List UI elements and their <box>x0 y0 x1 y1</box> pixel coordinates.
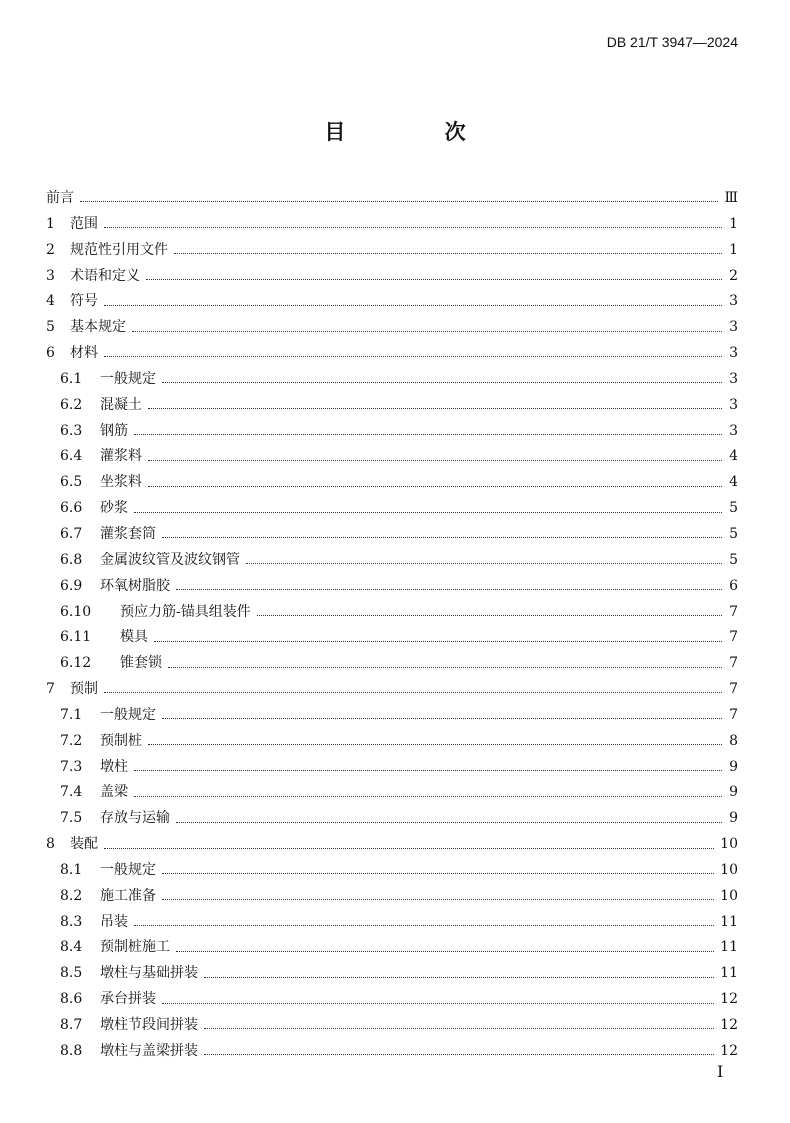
toc-entry-label: 承台拼装 <box>100 991 156 1008</box>
toc-entry-page: 7 <box>729 603 738 620</box>
toc-entry-label: 存放与运输 <box>100 810 170 827</box>
toc-entry-label: 一般规定 <box>100 370 156 387</box>
toc-entry-number: 8.8 <box>60 1042 83 1059</box>
toc-entry-number: 3 <box>46 267 55 284</box>
toc-entry-number: 6.6 <box>60 500 83 517</box>
toc-entry[interactable] <box>46 987 738 1013</box>
toc-entry-label: 前言 <box>46 190 74 206</box>
toc-entry-label: 材料 <box>70 345 98 362</box>
toc-entry-label: 装配 <box>70 836 98 853</box>
dot-leader <box>176 822 722 823</box>
toc-entry-number: 7.5 <box>60 810 83 827</box>
toc-entry-label: 墩柱与基础拼装 <box>100 965 198 982</box>
dot-leader <box>176 951 714 952</box>
toc-entry[interactable] <box>46 315 738 341</box>
toc-entry-number: 4 <box>46 293 55 310</box>
toc-entry-number: 6 <box>46 345 55 362</box>
toc-entry-label: 灌浆料 <box>100 448 142 465</box>
toc-entry[interactable] <box>46 625 738 651</box>
toc-entry-page: 8 <box>729 732 738 749</box>
toc-entry[interactable] <box>46 600 738 626</box>
toc-entry-label: 灌浆套筒 <box>100 525 156 542</box>
toc-entry[interactable] <box>46 367 738 393</box>
dot-leader <box>134 770 722 771</box>
toc-entry-page: 10 <box>720 836 738 853</box>
toc-entry-page: 11 <box>720 965 738 982</box>
toc-entry-number: 5 <box>46 319 55 336</box>
toc-entry-page: 12 <box>720 1042 738 1059</box>
toc-entry[interactable] <box>46 935 738 961</box>
toc-entry-number: 2 <box>46 241 55 258</box>
toc-entry[interactable] <box>46 1013 738 1039</box>
dot-leader <box>257 615 722 616</box>
dot-leader <box>154 641 722 642</box>
toc-entry[interactable] <box>46 961 738 987</box>
dot-leader <box>132 331 722 332</box>
toc-entry-page: 5 <box>729 500 738 517</box>
toc-entry-page: 3 <box>729 345 738 362</box>
dot-leader <box>134 925 714 926</box>
dot-leader <box>148 486 722 487</box>
toc-entry-label: 规范性引用文件 <box>70 241 168 258</box>
toc-entry-page: 1 <box>729 215 738 232</box>
dot-leader <box>104 692 722 693</box>
dot-leader <box>80 201 718 202</box>
toc-entry-page: 5 <box>729 551 738 568</box>
dot-leader <box>104 305 722 306</box>
toc-entry[interactable] <box>46 444 738 470</box>
toc-entry-number: 6.9 <box>60 577 83 594</box>
dot-leader <box>204 977 714 978</box>
toc-entry-label: 预制 <box>70 681 98 698</box>
toc-entry-label: 墩柱与盖梁拼装 <box>100 1042 198 1059</box>
toc-entry[interactable] <box>46 780 738 806</box>
toc-entry[interactable] <box>46 703 738 729</box>
toc-entry-label: 金属波纹管及波纹钢管 <box>100 551 240 568</box>
toc-entry-page: 3 <box>729 319 738 336</box>
toc-entry-number: 6.12 <box>60 655 92 672</box>
toc-entry-page: 12 <box>720 991 738 1008</box>
dot-leader <box>134 434 722 435</box>
toc-entry-page: 9 <box>729 758 738 775</box>
toc-entry[interactable] <box>46 419 738 445</box>
dot-leader <box>162 873 714 874</box>
toc-entry-number: 8.3 <box>60 913 83 930</box>
toc-entry-number: 8.7 <box>60 1017 83 1033</box>
toc-entry-number: 6.2 <box>60 396 83 413</box>
toc-entry-label: 墩柱节段间拼装 <box>100 1017 198 1033</box>
toc-entry-label: 一般规定 <box>100 706 156 723</box>
toc-entry-label: 模具 <box>120 629 148 646</box>
toc-entry-page: 7 <box>729 681 738 698</box>
page-folio: I <box>717 1062 724 1081</box>
toc-entry-label: 钢筋 <box>100 422 128 439</box>
toc-entry-page: 3 <box>729 370 738 387</box>
dot-leader <box>162 718 722 719</box>
dot-leader <box>134 796 722 797</box>
dot-leader <box>204 1028 714 1029</box>
toc-entry[interactable] <box>46 832 738 858</box>
page-title: 目 次 <box>324 120 512 144</box>
dot-leader <box>148 460 722 461</box>
dot-leader <box>204 1054 714 1055</box>
toc-entry-page: 7 <box>729 629 738 646</box>
toc-entry-number: 8.1 <box>60 861 83 878</box>
toc-entry-label: 预制桩施工 <box>100 939 170 956</box>
toc-entry-label: 墩柱 <box>100 758 128 775</box>
table-of-contents <box>46 186 738 1065</box>
toc-entry-label: 施工准备 <box>100 887 156 904</box>
toc-entry-page: 10 <box>720 887 738 904</box>
toc-entry-label: 基本规定 <box>70 319 126 336</box>
toc-entry[interactable] <box>46 522 738 548</box>
toc-entry-number: 6.3 <box>60 422 83 439</box>
dot-leader <box>146 279 722 280</box>
toc-entry[interactable] <box>46 651 738 677</box>
toc-entry-label: 砂浆 <box>100 500 128 517</box>
dot-leader <box>168 667 722 668</box>
dot-leader <box>246 563 722 564</box>
dot-leader <box>176 589 722 590</box>
toc-entry-number: 6.1 <box>60 370 83 387</box>
toc-entry-number: 6.8 <box>60 551 83 568</box>
toc-entry[interactable] <box>46 1039 738 1065</box>
toc-entry[interactable] <box>46 910 738 936</box>
toc-entry[interactable] <box>46 212 738 238</box>
dot-leader <box>174 253 722 254</box>
dot-leader <box>104 227 722 228</box>
toc-entry-page: 4 <box>729 448 738 465</box>
toc-entry-number: 8.5 <box>60 965 83 982</box>
toc-entry-label: 预应力筋-锚具组装件 <box>120 603 251 620</box>
dot-leader <box>134 512 722 513</box>
toc-entry[interactable] <box>46 884 738 910</box>
toc-entry-number: 1 <box>46 215 55 232</box>
toc-entry-page: 2 <box>729 267 738 284</box>
toc-entry[interactable] <box>46 548 738 574</box>
toc-entry-page: 9 <box>729 784 738 801</box>
dot-leader <box>162 537 722 538</box>
toc-entry[interactable] <box>46 393 738 419</box>
toc-entry[interactable] <box>46 677 738 703</box>
toc-entry-label: 符号 <box>70 293 98 310</box>
toc-entry-page: 11 <box>720 939 738 956</box>
toc-entry[interactable] <box>46 289 738 315</box>
toc-entry[interactable] <box>46 755 738 781</box>
toc-entry-page: 6 <box>729 577 738 594</box>
toc-entry-page: 3 <box>729 293 738 310</box>
toc-entry-page: 9 <box>729 810 738 827</box>
toc-entry[interactable] <box>46 264 738 290</box>
toc-entry-page: 7 <box>729 706 738 723</box>
toc-entry[interactable] <box>46 806 738 832</box>
toc-entry-number: 7.2 <box>60 732 83 749</box>
toc-entry-page: Ⅲ <box>724 190 738 206</box>
toc-entry-number: 7.1 <box>60 706 83 723</box>
dot-leader <box>162 899 714 900</box>
toc-entry-label: 盖梁 <box>100 784 128 801</box>
toc-entry[interactable] <box>46 574 738 600</box>
toc-entry-number: 6.10 <box>60 603 92 620</box>
toc-entry-page: 7 <box>729 655 738 672</box>
toc-entry-number: 8.4 <box>60 939 83 956</box>
dot-leader <box>104 848 714 849</box>
toc-entry-number: 8 <box>46 836 55 853</box>
dot-leader <box>148 744 722 745</box>
toc-entry-page: 12 <box>720 1017 738 1033</box>
toc-entry-number: 7 <box>46 681 55 698</box>
toc-entry-label: 混凝土 <box>100 396 142 413</box>
toc-entry-number: 6.7 <box>60 525 83 542</box>
toc-entry[interactable] <box>46 238 738 264</box>
toc-entry[interactable] <box>46 496 738 522</box>
toc-entry-label: 范围 <box>70 215 98 232</box>
dot-leader <box>148 408 722 409</box>
toc-entry-page: 3 <box>729 396 738 413</box>
toc-entry-label: 预制桩 <box>100 732 142 749</box>
toc-entry-label: 环氧树脂胶 <box>100 577 170 594</box>
toc-entry-page: 10 <box>720 861 738 878</box>
toc-entry[interactable] <box>46 341 738 367</box>
toc-entry-number: 6.5 <box>60 474 83 491</box>
toc-entry[interactable] <box>46 858 738 884</box>
toc-entry-label: 术语和定义 <box>70 267 140 284</box>
toc-entry-number: 8.6 <box>60 991 83 1008</box>
toc-entry-label: 一般规定 <box>100 861 156 878</box>
toc-entry-number: 7.3 <box>60 758 83 775</box>
toc-entry-number: 6.4 <box>60 448 83 465</box>
toc-entry-page: 5 <box>729 525 738 542</box>
dot-leader <box>162 1003 714 1004</box>
toc-entry-page: 4 <box>729 474 738 491</box>
toc-entry-label: 锥套锁 <box>120 655 162 672</box>
toc-entry-label: 吊装 <box>100 913 128 930</box>
toc-entry-number: 8.2 <box>60 887 83 904</box>
toc-entry[interactable] <box>46 729 738 755</box>
toc-entry-number: 6.11 <box>60 629 92 646</box>
toc-entry-page: 3 <box>729 422 738 439</box>
toc-entry-label: 坐浆料 <box>100 474 142 491</box>
toc-entry-page: 1 <box>729 241 738 258</box>
toc-entry[interactable] <box>46 470 738 496</box>
dot-leader <box>162 382 722 383</box>
document-code: DB 21/T 3947—2024 <box>606 34 738 50</box>
toc-entry[interactable] <box>46 186 738 212</box>
dot-leader <box>104 356 722 357</box>
toc-entry-page: 11 <box>720 913 738 930</box>
toc-entry-number: 7.4 <box>60 784 83 801</box>
